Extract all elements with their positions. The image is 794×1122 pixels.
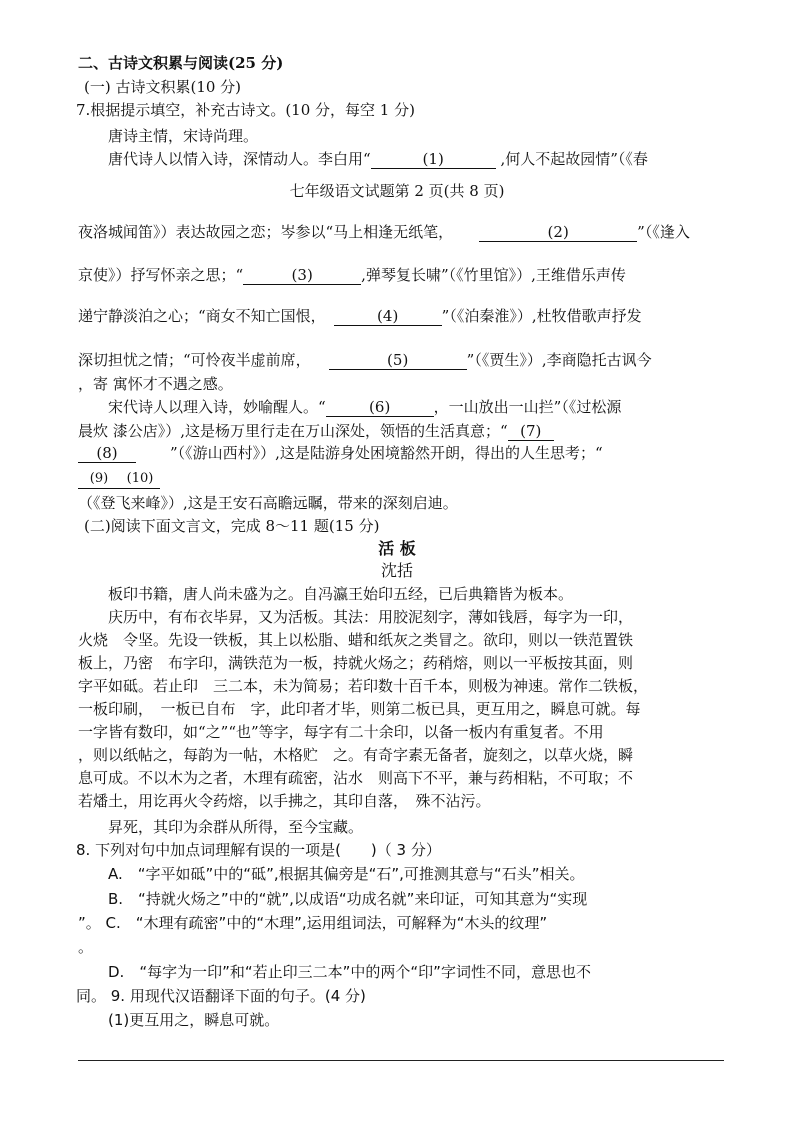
passage-line: 息可成。不以木为之者，木理有疏密，沾水 则高下不平，兼与药相粘，不可取；不 — [78, 769, 634, 787]
question-8-stem: 8. 下列对句中加点词理解有误的一项是( )（ 3 分） — [76, 841, 441, 859]
poem-line-4 — [78, 306, 642, 326]
poem-text: ，一山放出一山拦”（《过松源 — [433, 398, 622, 416]
blank-1[interactable]: (1) — [371, 150, 496, 169]
blank-4[interactable]: (4) — [334, 307, 442, 326]
passage-title: 活 板 — [378, 539, 416, 558]
subsection-heading: (一) 古诗文积累(10 分) — [84, 78, 242, 96]
poem-line-1 — [108, 149, 648, 169]
question-7-intro: 唐诗主情，宋诗尚理。 — [108, 127, 259, 145]
poem-line-5 — [78, 350, 652, 370]
passage-line: 火烧 令坚。先设一铁板，其上以松脂、蜡和纸灰之类冒之。欲印，则以一铁范置铁 — [78, 631, 634, 649]
passage-line: 庆历中，有布衣毕昇，又为活板。其法：用胶泥刻字，薄如钱唇，每字为一印， — [108, 608, 634, 626]
passage-line: 板上，乃密 布字印，满铁范为一板，持就火炀之；药稍熔，则以一平板按其面，则 — [78, 654, 634, 672]
poem-line-3 — [78, 265, 626, 285]
blank-9[interactable]: (9) — [78, 470, 120, 489]
blank-7[interactable]: (7) — [508, 422, 554, 441]
poem-text: ”（《游山西村》）,这是陆游身处困境豁然开朗，得出的人生思考；“ — [170, 444, 603, 462]
blank-3[interactable]: (3) — [243, 266, 361, 285]
option-d-cont-question-9-stem: 同。 9. 用现代汉语翻译下面的句子。(4 分) — [76, 987, 366, 1005]
poem-text: 京使》）抒写怀亲之思；“ — [78, 266, 244, 284]
poem-text: 递宁静淡泊之心；“商女不知亡国恨， — [78, 307, 326, 325]
poem-text: 夜洛城闻笛》）表达故园之恋；岑参以“马上相逢无纸笔， — [78, 223, 454, 241]
question-7-stem: 7.根据提示填空，补充古诗文。(10 分，每空 1 分) — [76, 101, 415, 119]
passage-line: ，则以纸帖之，每韵为一帖，木格贮 之。有奇字素无备者，旋刻之，以草火烧，瞬 — [78, 746, 634, 764]
poem-line-11: （《登飞来峰》）,这是王安石高瞻远瞩，带来的深刻启迪。 — [78, 494, 458, 512]
option-b-cont-option-c[interactable]: ”。 C. “木理有疏密”中的“木理”,运用组词法，可解释为“木头的纹理” — [78, 914, 548, 932]
passage-paragraph-3: 昇死，其印为余群从所得，至今宝藏。 — [108, 818, 364, 836]
blank-6[interactable]: (6) — [326, 398, 434, 417]
section-heading: 二、古诗文积累与阅读(25 分) — [78, 54, 284, 72]
poem-line-7 — [108, 397, 621, 417]
blank-10[interactable]: (10) — [120, 470, 160, 489]
passage-line: 一字皆有数印，如“之”“也”等字，每字有二十余印，以备一板内有重复者。不用 — [78, 723, 604, 741]
poem-line-10 — [78, 467, 160, 489]
blank-2[interactable]: (2) — [479, 223, 637, 242]
poem-text: ”（《逢入 — [637, 223, 690, 241]
passage-line: 若燔土，用讫再火令药熔，以手拂之，其印自落， 殊不沾污。 — [78, 792, 491, 810]
option-d[interactable]: D. “每字为一印”和“若止印三二本”中的两个“印”字词性不同，意思也不 — [108, 963, 591, 981]
blank-8[interactable]: (8) — [78, 444, 136, 463]
poem-text: ”（《泊秦淮》）,杜牧借歌声抒发 — [441, 307, 642, 325]
passage-line: 一板印刷， 一板已自布 字，此印者才毕，则第二板已具，更互用之，瞬息可就。每 — [78, 700, 641, 718]
passage-line: 字平如砥。若止印 三二本，未为简易；若印数十百千本，则极为神速。常作二铁板， — [78, 677, 649, 695]
poem-line-2 — [78, 222, 690, 242]
option-b[interactable]: B. “持就火炀之”中的“就”,以成语“功成名就”来印证，可知其意为“实现 — [108, 890, 588, 908]
poem-text: 深切担忧之情；“可怜夜半虚前席， — [78, 351, 311, 369]
poem-text: ,何人不起故园情”（《春 — [495, 150, 648, 168]
answer-line[interactable] — [78, 1060, 724, 1061]
poem-text: 唐代诗人以情入诗，深情动人。李白用“ — [108, 150, 371, 168]
poem-line-6: ，寄 寓怀才不遇之感。 — [78, 375, 233, 393]
page-footer: 七年级语文试题第 2 页(共 8 页) — [289, 182, 505, 200]
poem-line-8 — [78, 421, 554, 441]
option-a[interactable]: A. “字平如砥”中的“砥”,根据其偏旁是“石”,可推测其意与“石头”相关。 — [108, 865, 585, 883]
passage-author: 沈括 — [380, 561, 413, 580]
blank-5[interactable]: (5) — [329, 351, 467, 370]
poem-text: 宋代诗人以理入诗，妙喻醒人。“ — [108, 398, 326, 416]
part-2-heading: (二)阅读下面文言文，完成 8～11 题(15 分) — [84, 517, 380, 535]
poem-text: ,弹琴复长啸”（《竹里馆》）,王维借乐声传 — [361, 266, 626, 284]
passage-paragraph-1: 板印书籍，唐人尚未盛为之。自冯瀛王始印五经，已后典籍皆为板本。 — [108, 585, 574, 603]
option-c-cont: 。 — [78, 938, 94, 956]
poem-text: 晨炊 漆公店》）,这是杨万里行走在万山深处，领悟的生活真意；“ — [78, 422, 508, 440]
question-9-sentence-1: (1)更互用之，瞬息可就。 — [108, 1011, 280, 1029]
poem-line-9 — [78, 443, 603, 463]
poem-text: ”（《贾生》）,李商隐托古讽今 — [466, 351, 652, 369]
